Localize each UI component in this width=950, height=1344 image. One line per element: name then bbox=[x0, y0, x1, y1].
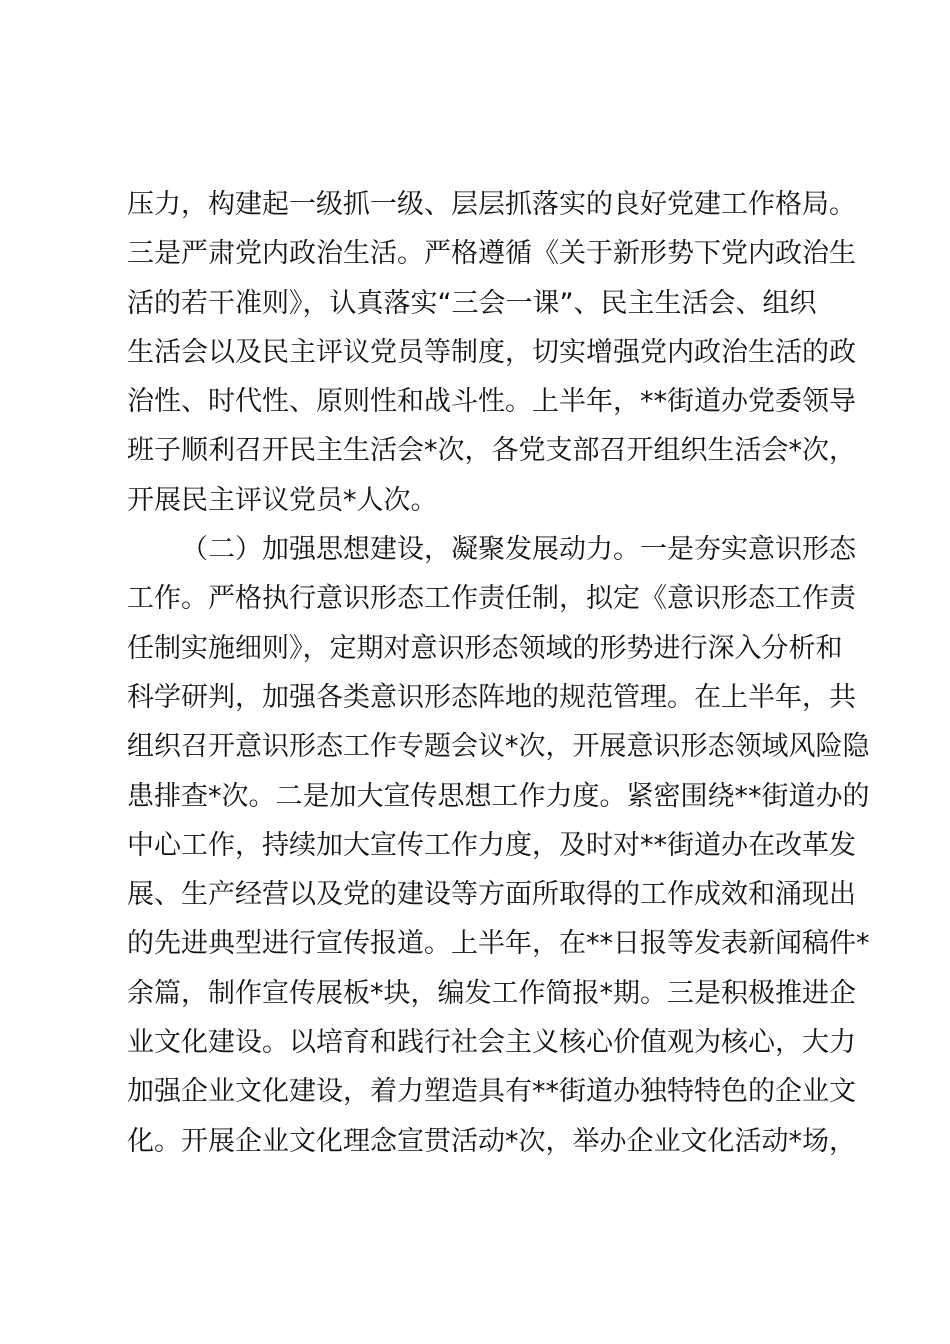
text-line-9: 工作。严格执行意识形态工作责任制，拟定《意识形态工作责 bbox=[127, 583, 856, 615]
text-line-3: 活的若干准则》，认真落实“三会一课”、民主生活会、组织 bbox=[127, 287, 817, 319]
text-line-4: 生活会以及民主评议党员等制度，切实增强党内政治生活的政 bbox=[127, 336, 856, 368]
text-line-16: 的先进典型进行宣传报道。上半年，在**日报等发表新闻稿件* bbox=[127, 928, 870, 960]
text-line-10: 任制实施细则》，定期对意识形态领域的形势进行深入分析和 bbox=[127, 632, 843, 664]
text-line-13: 患排查*次。二是加大宣传思想工作力度。紧密围绕**街道办的 bbox=[127, 780, 870, 812]
text-line-19: 加强企业文化建设，着力塑造具有**街道办独特特色的企业文 bbox=[127, 1076, 856, 1108]
text-line-17: 余篇，制作宣传展板*块，编发工作简报*期。三是积极推进企 bbox=[127, 977, 856, 1009]
text-line-14: 中心工作，持续加大宣传工作力度，及时对**街道办在改革发 bbox=[127, 829, 856, 861]
text-line-11: 科学研判，加强各类意识形态阵地的规范管理。在上半年，共 bbox=[127, 681, 856, 713]
text-line-7: 开展民主评议党员*人次。 bbox=[127, 484, 438, 516]
text-line-12: 组织召开意识形态工作专题会议*次，开展意识形态领域风险隐 bbox=[127, 731, 870, 763]
text-line-6: 班子顺利召开民主生活会*次，各党支部召开组织生活会*次， bbox=[127, 435, 856, 467]
text-line-2: 三是严肃党内政治生活。严格遵循《关于新形势下党内政治生 bbox=[127, 238, 856, 270]
text-line-20: 化。开展企业文化理念宣贯活动*次，举办企业文化活动*场， bbox=[127, 1125, 856, 1157]
body-text bbox=[127, 180, 870, 1166]
text-line-18: 业文化建设。以培育和践行社会主义核心价值观为核心，大力 bbox=[127, 1027, 856, 1059]
text-line-8: （二）加强思想建设，凝聚发展动力。一是夯实意识形态 bbox=[181, 534, 856, 566]
text-line-5: 治性、时代性、原则性和战斗性。上半年，**街道办党委领导 bbox=[127, 386, 856, 418]
text-line-1: 压力，构建起一级抓一级、层层抓落实的良好党建工作格局。 bbox=[127, 189, 856, 220]
text-line-15: 展、生产经营以及党的建设等方面所取得的工作成效和涌现出 bbox=[127, 879, 856, 911]
